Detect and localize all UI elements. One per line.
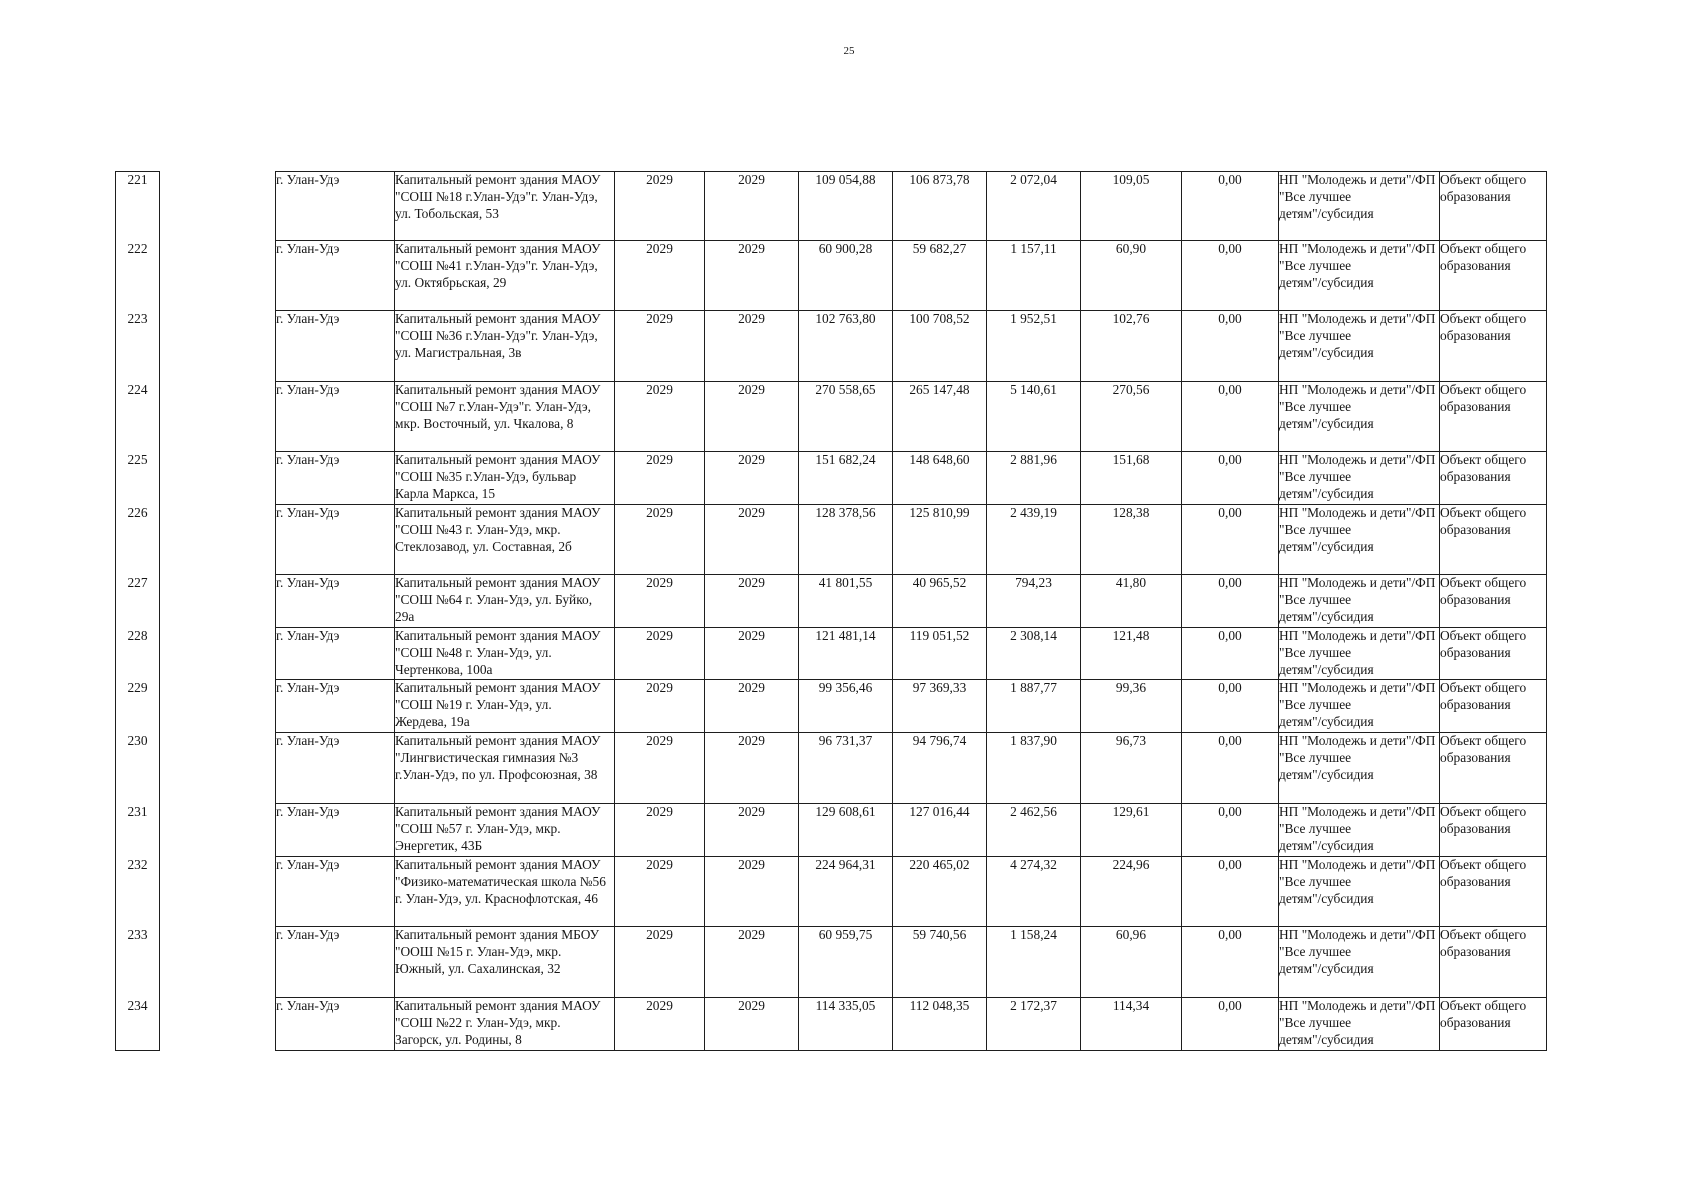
blank-cell xyxy=(160,857,276,927)
amount-2-cell: 220 465,02 xyxy=(893,857,987,927)
blank-cell xyxy=(160,733,276,804)
year-start-cell: 2029 xyxy=(615,804,705,857)
amount-4-cell: 102,76 xyxy=(1081,311,1182,382)
category-cell: Объект общего образования xyxy=(1440,998,1547,1051)
locality-cell: г. Улан-Удэ xyxy=(276,241,395,311)
amount-1-cell: 96 731,37 xyxy=(799,733,893,804)
year-end-cell: 2029 xyxy=(705,311,799,382)
table-row xyxy=(116,382,1547,452)
amount-2-cell: 148 648,60 xyxy=(893,452,987,505)
amount-3-cell: 2 172,37 xyxy=(987,998,1081,1051)
program-cell: НП "Молодежь и дети"/ФП "Все лучшее детям"/субсидия xyxy=(1279,680,1440,733)
amount-4-cell: 114,34 xyxy=(1081,998,1182,1051)
amount-3-cell: 1 157,11 xyxy=(987,241,1081,311)
category-cell: Объект общего образования xyxy=(1440,241,1547,311)
amount-3-cell: 2 308,14 xyxy=(987,628,1081,680)
locality-cell: г. Улан-Удэ xyxy=(276,804,395,857)
table-row xyxy=(116,241,1547,311)
category-cell: Объект общего образования xyxy=(1440,382,1547,452)
blank-cell xyxy=(160,505,276,575)
table-row xyxy=(116,575,1547,628)
amount-1-cell: 114 335,05 xyxy=(799,998,893,1051)
category-cell: Объект общего образования xyxy=(1440,804,1547,857)
locality-cell: г. Улан-Удэ xyxy=(276,452,395,505)
program-cell: НП "Молодежь и дети"/ФП "Все лучшее детям"/субсидия xyxy=(1279,172,1440,241)
amount-1-cell: 224 964,31 xyxy=(799,857,893,927)
amount-4-cell: 129,61 xyxy=(1081,804,1182,857)
object-description-cell: Капитальный ремонт здания МБОУ "ООШ №15 г. Улан-Удэ, мкр. Южный, ул. Сахалинская, 32 xyxy=(395,927,615,998)
amount-3-cell: 5 140,61 xyxy=(987,382,1081,452)
amount-4-cell: 96,73 xyxy=(1081,733,1182,804)
amount-5-cell: 0,00 xyxy=(1182,628,1279,680)
amount-2-cell: 100 708,52 xyxy=(893,311,987,382)
blank-cell xyxy=(160,172,276,241)
locality-cell: г. Улан-Удэ xyxy=(276,680,395,733)
amount-1-cell: 270 558,65 xyxy=(799,382,893,452)
program-cell: НП "Молодежь и дети"/ФП "Все лучшее детям"/субсидия xyxy=(1279,857,1440,927)
locality-cell: г. Улан-Удэ xyxy=(276,382,395,452)
amount-3-cell: 794,23 xyxy=(987,575,1081,628)
year-start-cell: 2029 xyxy=(615,628,705,680)
year-start-cell: 2029 xyxy=(615,680,705,733)
locality-cell: г. Улан-Удэ xyxy=(276,857,395,927)
year-start-cell: 2029 xyxy=(615,505,705,575)
amount-5-cell: 0,00 xyxy=(1182,927,1279,998)
amount-4-cell: 60,96 xyxy=(1081,927,1182,998)
blank-cell xyxy=(160,628,276,680)
amount-2-cell: 94 796,74 xyxy=(893,733,987,804)
amount-3-cell: 1 158,24 xyxy=(987,927,1081,998)
amount-4-cell: 99,36 xyxy=(1081,680,1182,733)
category-cell: Объект общего образования xyxy=(1440,172,1547,241)
program-cell: НП "Молодежь и дети"/ФП "Все лучшее детям"/субсидия xyxy=(1279,998,1440,1051)
year-end-cell: 2029 xyxy=(705,172,799,241)
locality-cell: г. Улан-Удэ xyxy=(276,172,395,241)
year-start-cell: 2029 xyxy=(615,575,705,628)
blank-cell xyxy=(160,382,276,452)
category-cell: Объект общего образования xyxy=(1440,927,1547,998)
amount-5-cell: 0,00 xyxy=(1182,857,1279,927)
object-description-cell: Капитальный ремонт здания МАОУ "СОШ №7 г.Улан-Удэ"г. Улан-Удэ, мкр. Восточный, ул. Чкалова, 8 xyxy=(395,382,615,452)
amount-2-cell: 97 369,33 xyxy=(893,680,987,733)
year-end-cell: 2029 xyxy=(705,733,799,804)
category-cell: Объект общего образования xyxy=(1440,733,1547,804)
amount-4-cell: 60,90 xyxy=(1081,241,1182,311)
year-start-cell: 2029 xyxy=(615,311,705,382)
table-row xyxy=(116,804,1547,857)
amount-1-cell: 109 054,88 xyxy=(799,172,893,241)
row-number-cell: 224 xyxy=(116,382,160,452)
blank-cell xyxy=(160,575,276,628)
program-cell: НП "Молодежь и дети"/ФП "Все лучшее детям"/субсидия xyxy=(1279,241,1440,311)
row-number-cell: 222 xyxy=(116,241,160,311)
table-row xyxy=(116,452,1547,505)
amount-1-cell: 102 763,80 xyxy=(799,311,893,382)
year-start-cell: 2029 xyxy=(615,382,705,452)
amount-2-cell: 125 810,99 xyxy=(893,505,987,575)
amount-2-cell: 127 016,44 xyxy=(893,804,987,857)
amount-5-cell: 0,00 xyxy=(1182,505,1279,575)
amount-3-cell: 4 274,32 xyxy=(987,857,1081,927)
row-number-cell: 232 xyxy=(116,857,160,927)
locality-cell: г. Улан-Удэ xyxy=(276,998,395,1051)
object-description-cell: Капитальный ремонт здания МАОУ "СОШ №41 г.Улан-Удэ"г. Улан-Удэ, ул. Октябрьская, 29 xyxy=(395,241,615,311)
row-number-cell: 225 xyxy=(116,452,160,505)
object-description-cell: Капитальный ремонт здания МАОУ "Лингвистическая гимназия №3 г.Улан-Удэ, по ул. Профсоюзная, 38 xyxy=(395,733,615,804)
amount-5-cell: 0,00 xyxy=(1182,804,1279,857)
row-number-cell: 233 xyxy=(116,927,160,998)
category-cell: Объект общего образования xyxy=(1440,680,1547,733)
table-row xyxy=(116,927,1547,998)
amount-1-cell: 129 608,61 xyxy=(799,804,893,857)
program-cell: НП "Молодежь и дети"/ФП "Все лучшее детям"/субсидия xyxy=(1279,382,1440,452)
year-start-cell: 2029 xyxy=(615,452,705,505)
amount-3-cell: 1 887,77 xyxy=(987,680,1081,733)
table-row xyxy=(116,680,1547,733)
table-row xyxy=(116,311,1547,382)
locality-cell: г. Улан-Удэ xyxy=(276,505,395,575)
year-start-cell: 2029 xyxy=(615,241,705,311)
amount-2-cell: 106 873,78 xyxy=(893,172,987,241)
year-start-cell: 2029 xyxy=(615,172,705,241)
program-cell: НП "Молодежь и дети"/ФП "Все лучшее детям"/субсидия xyxy=(1279,628,1440,680)
amount-3-cell: 2 462,56 xyxy=(987,804,1081,857)
year-end-cell: 2029 xyxy=(705,998,799,1051)
amount-4-cell: 270,56 xyxy=(1081,382,1182,452)
amount-3-cell: 2 881,96 xyxy=(987,452,1081,505)
amount-1-cell: 128 378,56 xyxy=(799,505,893,575)
amount-5-cell: 0,00 xyxy=(1182,733,1279,804)
year-end-cell: 2029 xyxy=(705,628,799,680)
amount-2-cell: 119 051,52 xyxy=(893,628,987,680)
table-row xyxy=(116,505,1547,575)
year-end-cell: 2029 xyxy=(705,927,799,998)
amount-4-cell: 224,96 xyxy=(1081,857,1182,927)
table-row xyxy=(116,998,1547,1051)
amount-5-cell: 0,00 xyxy=(1182,241,1279,311)
category-cell: Объект общего образования xyxy=(1440,857,1547,927)
blank-cell xyxy=(160,998,276,1051)
year-end-cell: 2029 xyxy=(705,505,799,575)
object-description-cell: Капитальный ремонт здания МАОУ "Физико-математическая школа №56 г. Улан-Удэ, ул. Краснофлотская, 46 xyxy=(395,857,615,927)
object-description-cell: Капитальный ремонт здания МАОУ "СОШ №64 г. Улан-Удэ, ул. Буйко, 29а xyxy=(395,575,615,628)
program-cell: НП "Молодежь и дети"/ФП "Все лучшее детям"/субсидия xyxy=(1279,927,1440,998)
object-description-cell: Капитальный ремонт здания МАОУ "СОШ №35 г.Улан-Удэ, бульвар Карла Маркса, 15 xyxy=(395,452,615,505)
amount-4-cell: 121,48 xyxy=(1081,628,1182,680)
amount-1-cell: 60 900,28 xyxy=(799,241,893,311)
year-end-cell: 2029 xyxy=(705,680,799,733)
year-end-cell: 2029 xyxy=(705,857,799,927)
object-description-cell: Капитальный ремонт здания МАОУ "СОШ №43 г. Улан-Удэ, мкр. Стеклозавод, ул. Составная, 2б xyxy=(395,505,615,575)
amount-4-cell: 41,80 xyxy=(1081,575,1182,628)
amount-2-cell: 59 740,56 xyxy=(893,927,987,998)
row-number-cell: 226 xyxy=(116,505,160,575)
object-description-cell: Капитальный ремонт здания МАОУ "СОШ №18 г.Улан-Удэ"г. Улан-Удэ, ул. Тобольская, 53 xyxy=(395,172,615,241)
amount-3-cell: 1 952,51 xyxy=(987,311,1081,382)
amount-5-cell: 0,00 xyxy=(1182,172,1279,241)
amount-4-cell: 151,68 xyxy=(1081,452,1182,505)
year-end-cell: 2029 xyxy=(705,804,799,857)
amount-1-cell: 60 959,75 xyxy=(799,927,893,998)
program-cell: НП "Молодежь и дети"/ФП "Все лучшее детям"/субсидия xyxy=(1279,804,1440,857)
category-cell: Объект общего образования xyxy=(1440,452,1547,505)
category-cell: Объект общего образования xyxy=(1440,311,1547,382)
program-cell: НП "Молодежь и дети"/ФП "Все лучшее детям"/субсидия xyxy=(1279,311,1440,382)
amount-2-cell: 40 965,52 xyxy=(893,575,987,628)
year-end-cell: 2029 xyxy=(705,575,799,628)
blank-cell xyxy=(160,927,276,998)
amount-5-cell: 0,00 xyxy=(1182,998,1279,1051)
program-cell: НП "Молодежь и дети"/ФП "Все лучшее детям"/субсидия xyxy=(1279,733,1440,804)
row-number-cell: 230 xyxy=(116,733,160,804)
year-start-cell: 2029 xyxy=(615,927,705,998)
amount-2-cell: 112 048,35 xyxy=(893,998,987,1051)
page-number: 25 xyxy=(843,45,855,57)
object-description-cell: Капитальный ремонт здания МАОУ "СОШ №48 г. Улан-Удэ, ул. Чертенкова, 100а xyxy=(395,628,615,680)
amount-3-cell: 2 072,04 xyxy=(987,172,1081,241)
year-start-cell: 2029 xyxy=(615,857,705,927)
object-description-cell: Капитальный ремонт здания МАОУ "СОШ №57 г. Улан-Удэ, мкр. Энергетик, 43Б xyxy=(395,804,615,857)
object-description-cell: Капитальный ремонт здания МАОУ "СОШ №22 г. Улан-Удэ, мкр. Загорск, ул. Родины, 8 xyxy=(395,998,615,1051)
locality-cell: г. Улан-Удэ xyxy=(276,733,395,804)
year-end-cell: 2029 xyxy=(705,241,799,311)
row-number-cell: 228 xyxy=(116,628,160,680)
blank-cell xyxy=(160,241,276,311)
row-number-cell: 231 xyxy=(116,804,160,857)
object-description-cell: Капитальный ремонт здания МАОУ "СОШ №36 г.Улан-Удэ"г. Улан-Удэ, ул. Магистральная, 3в xyxy=(395,311,615,382)
locality-cell: г. Улан-Удэ xyxy=(276,628,395,680)
table-row xyxy=(116,628,1547,680)
table-body xyxy=(116,172,1547,1051)
locality-cell: г. Улан-Удэ xyxy=(276,927,395,998)
amount-5-cell: 0,00 xyxy=(1182,382,1279,452)
row-number-cell: 229 xyxy=(116,680,160,733)
amount-3-cell: 2 439,19 xyxy=(987,505,1081,575)
category-cell: Объект общего образования xyxy=(1440,628,1547,680)
row-number-cell: 234 xyxy=(116,998,160,1051)
blank-cell xyxy=(160,804,276,857)
amount-5-cell: 0,00 xyxy=(1182,311,1279,382)
program-cell: НП "Молодежь и дети"/ФП "Все лучшее детям"/субсидия xyxy=(1279,452,1440,505)
amount-1-cell: 121 481,14 xyxy=(799,628,893,680)
row-number-cell: 227 xyxy=(116,575,160,628)
table-row xyxy=(116,172,1547,241)
year-end-cell: 2029 xyxy=(705,452,799,505)
object-description-cell: Капитальный ремонт здания МАОУ "СОШ №19 г. Улан-Удэ, ул. Жердева, 19а xyxy=(395,680,615,733)
year-start-cell: 2029 xyxy=(615,998,705,1051)
table-row xyxy=(116,857,1547,927)
row-number-cell: 221 xyxy=(116,172,160,241)
amount-1-cell: 99 356,46 xyxy=(799,680,893,733)
amount-4-cell: 128,38 xyxy=(1081,505,1182,575)
category-cell: Объект общего образования xyxy=(1440,575,1547,628)
year-end-cell: 2029 xyxy=(705,382,799,452)
amount-4-cell: 109,05 xyxy=(1081,172,1182,241)
locality-cell: г. Улан-Удэ xyxy=(276,311,395,382)
program-cell: НП "Молодежь и дети"/ФП "Все лучшее детям"/субсидия xyxy=(1279,505,1440,575)
year-start-cell: 2029 xyxy=(615,733,705,804)
amount-1-cell: 41 801,55 xyxy=(799,575,893,628)
amount-2-cell: 59 682,27 xyxy=(893,241,987,311)
data-table xyxy=(115,171,1547,1051)
blank-cell xyxy=(160,452,276,505)
row-number-cell: 223 xyxy=(116,311,160,382)
blank-cell xyxy=(160,311,276,382)
table-row xyxy=(116,733,1547,804)
amount-1-cell: 151 682,24 xyxy=(799,452,893,505)
amount-5-cell: 0,00 xyxy=(1182,575,1279,628)
category-cell: Объект общего образования xyxy=(1440,505,1547,575)
amount-5-cell: 0,00 xyxy=(1182,680,1279,733)
amount-3-cell: 1 837,90 xyxy=(987,733,1081,804)
amount-5-cell: 0,00 xyxy=(1182,452,1279,505)
program-cell: НП "Молодежь и дети"/ФП "Все лучшее детям"/субсидия xyxy=(1279,575,1440,628)
amount-2-cell: 265 147,48 xyxy=(893,382,987,452)
blank-cell xyxy=(160,680,276,733)
locality-cell: г. Улан-Удэ xyxy=(276,575,395,628)
